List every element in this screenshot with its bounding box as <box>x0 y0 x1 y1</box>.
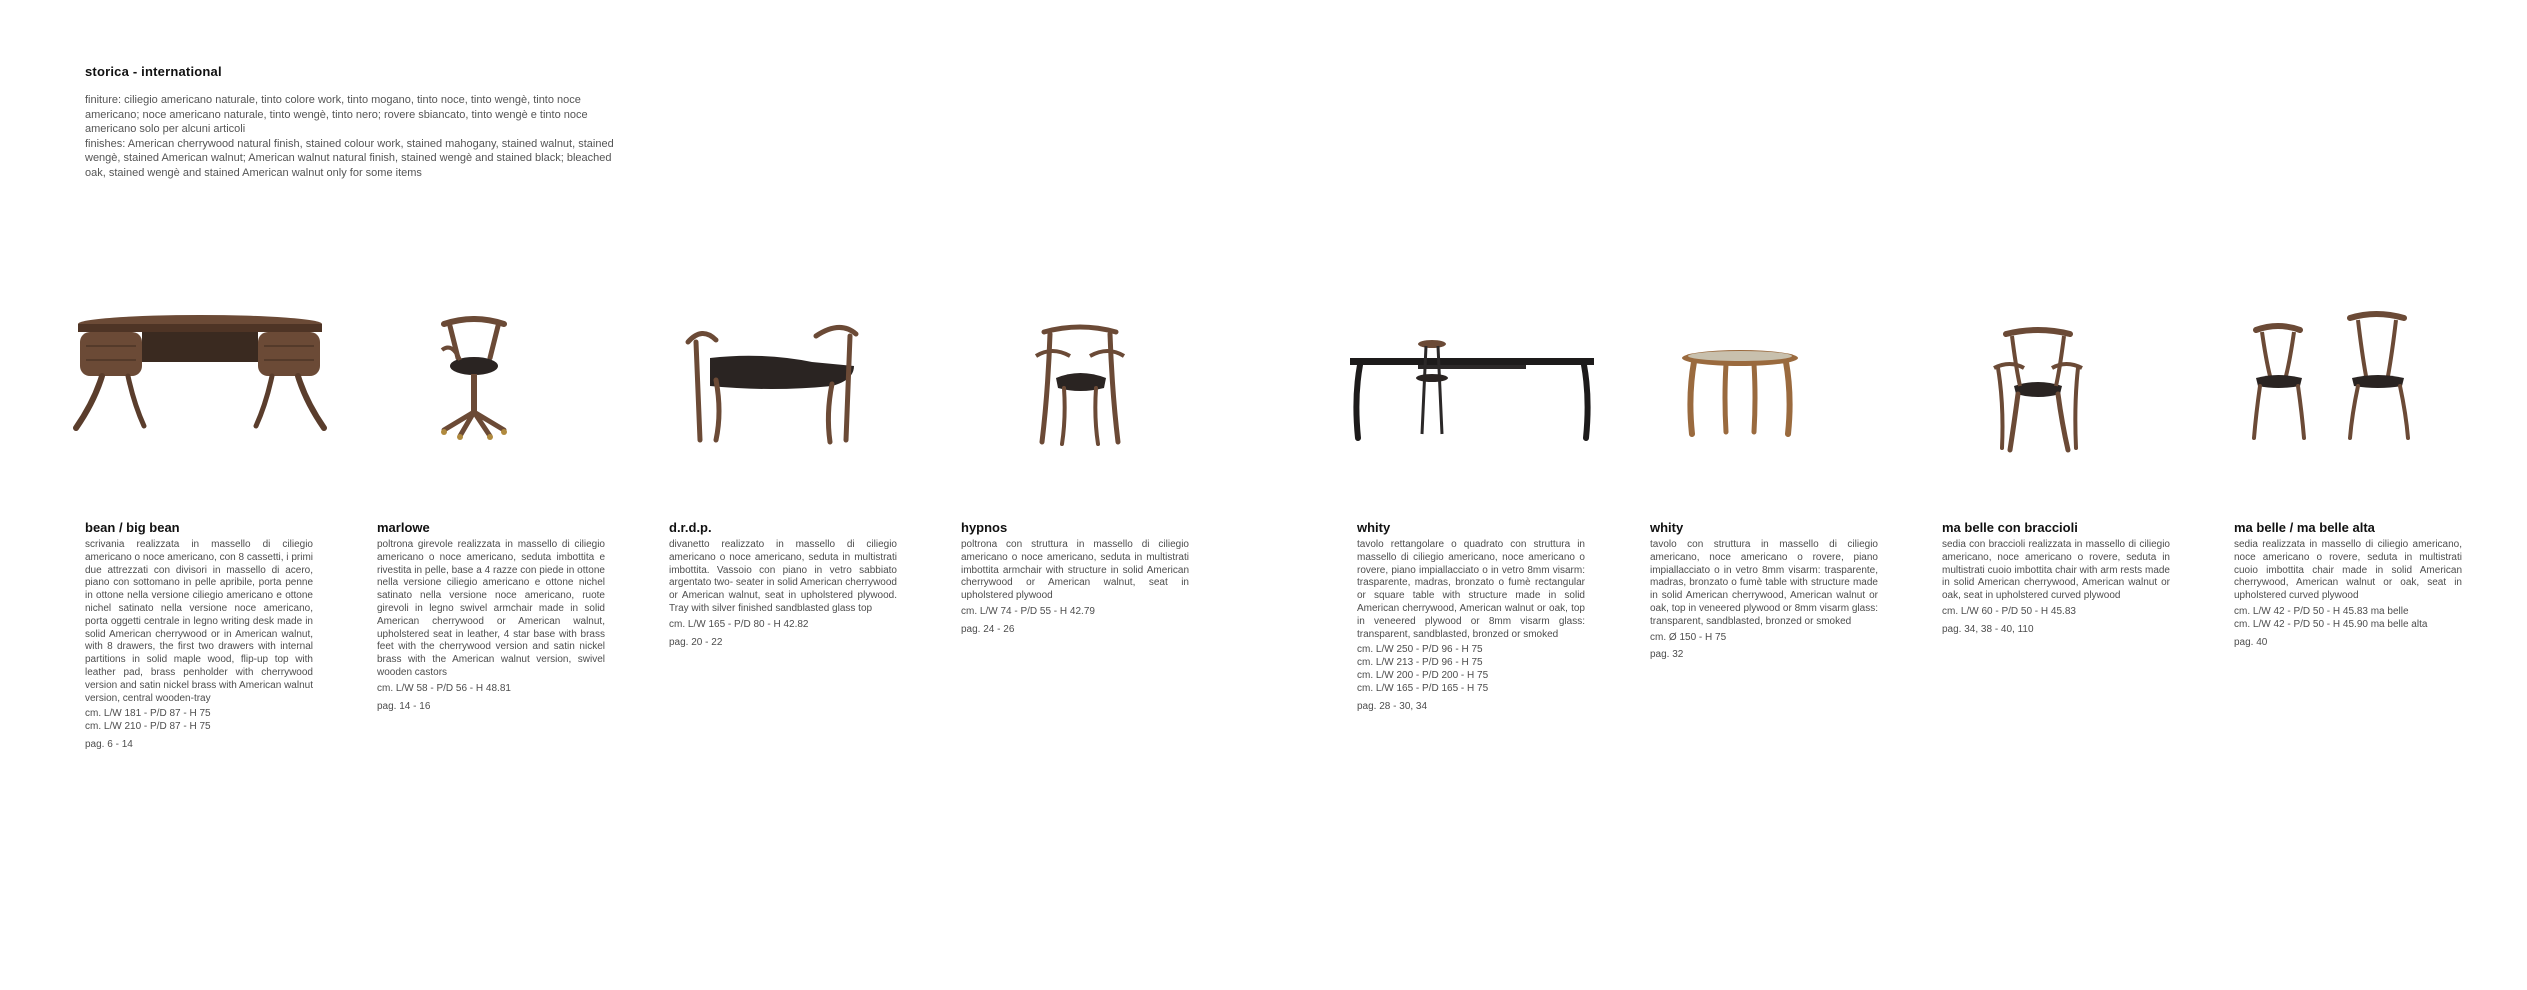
product-ma-belle <box>2234 520 2462 649</box>
product-name: whity <box>1357 520 1391 535</box>
dimension-line: cm. L/W 42 - P/D 50 - H 45.90 ma belle alta <box>2234 618 2428 630</box>
dimension-line: cm. L/W 42 - P/D 50 - H 45.83 ma belle <box>2234 605 2409 617</box>
bean-desk-image <box>72 310 328 440</box>
product-dimensions <box>85 708 313 734</box>
finishes-english: finishes: American cherrywood natural finish, stained colour work, stained mahogany, stained walnut, stained wengè, stained American walnut; American walnut natural finish, stained wengè and stained black; bleached oak, stained wengè and stained American walnut only for some items <box>85 137 614 179</box>
product-dimensions <box>961 606 1189 619</box>
product-dimensions <box>669 619 897 632</box>
product-description: tavolo rettangolare o quadrato con struttura in massello di ciliegio americano, noce americano o rovere, piano impiallacciato o in vetro 8mm visarm: trasparente, madras, bronzato o fumè rectangular or square table with structure made in solid American cherrywood, American walnut or oak, top in veneered plywood or 8mm visarm glass: transparent, sandblasted, bronzed or smoked <box>1357 539 1585 640</box>
dimension-line: cm. L/W 165 - P/D 165 - H 75 <box>1357 682 1489 694</box>
page-reference: pag. 28 - 30, 34 <box>1357 700 1428 712</box>
product-drdp <box>669 520 897 649</box>
page-reference: pag. 40 <box>2234 636 2268 648</box>
dimension-line: cm. L/W 58 - P/D 56 - H 48.81 <box>377 682 511 694</box>
dimension-line: cm. L/W 250 - P/D 96 - H 75 <box>1357 644 1483 656</box>
catalog-header <box>85 64 625 180</box>
page-reference: pag. 32 <box>1650 649 1684 661</box>
product-description: divanetto realizzato in massello di ciliegio americano o noce americano, seduta in multistrati imbottita. Vassoio con piano in vetro sabbiato argentato two- seater in solid American cherrywood or American walnut, seat in upholstered plywood. Tray with silver finished sandblasted glass top <box>669 539 897 614</box>
hypnos-armchair-image <box>1030 322 1130 446</box>
product-bean <box>85 520 313 752</box>
drdp-sofa-image <box>682 322 862 446</box>
finishes-italian: finiture: ciliegio americano naturale, tinto colore work, tinto mogano, tinto noce, tinto wengè, tinto noce americano; noce americano naturale, tinto wengè, tinto nero; rovere sbiancato, tinto wengè e tinto noce americano solo per alcuni articoli <box>85 94 588 135</box>
whity-round-table-image <box>1680 348 1800 438</box>
product-ma-belle-armchair <box>1942 520 2170 637</box>
marlowe-chair-image <box>436 316 512 440</box>
ma-belle-armchair-image <box>1990 324 2086 454</box>
product-description: sedia realizzata in massello di ciliegio americano, noce americano o rovere, seduta in multistrati cuoio imbottita chair made in solid American cherrywood, American walnut or oak, seat in upholstered curved plywood <box>2234 539 2462 602</box>
product-description: poltrona girevole realizzata in massello di ciliegio americano o noce americano, seduta imbottita e rivestita in pelle, base a 4 razze con piede in ottone nella versione ciliegio americano e ottone nichel satinato nella versione noce americano, ruote girevoli in legno swivel armchair made in solid American cherrywood or American walnut, upholstered seat in leather, 4 star base with brass feet with the cherrywood version and satin nickel brass with the American walnut version, swivel wooden castors <box>377 539 605 678</box>
page-reference: pag. 34, 38 - 40, 110 <box>1942 623 2034 635</box>
product-dimensions <box>377 683 605 696</box>
product-name: d.r.d.p. <box>669 520 712 535</box>
dimension-line: cm. Ø 150 - H 75 <box>1650 631 1727 643</box>
collection-title: storica - international <box>85 64 222 79</box>
product-whity-rectangular <box>1357 520 1585 713</box>
product-description: poltrona con struttura in massello di ciliegio americano o noce americano, seduta in multistrati imbottita armchair with structure in solid American cherrywood or American walnut, seat in upholstered plywood <box>961 539 1189 602</box>
dimension-line: cm. L/W 200 - P/D 200 - H 75 <box>1357 669 1489 681</box>
product-hypnos <box>961 520 1189 637</box>
product-description: tavolo con struttura in massello di ciliegio americano, noce americano o rovere, piano impiallacciato o in vetro 8mm visarm: trasparente, madras, bronzato o fumè table with structure made in solid American cherrywood, American walnut or oak, top in veneered plywood or 8mm visarm glass: transparent, sandblasted, bronzed or smoked <box>1650 539 1878 627</box>
product-dimensions <box>2234 606 2462 632</box>
dimension-line: cm. L/W 165 - P/D 80 - H 42.82 <box>669 618 809 630</box>
product-whity-round <box>1650 520 1878 662</box>
product-name: whity <box>1650 520 1684 535</box>
page-reference: pag. 14 - 16 <box>377 700 431 712</box>
dimension-line: cm. L/W 181 - P/D 87 - H 75 <box>85 708 211 720</box>
product-name: hypnos <box>961 520 1008 535</box>
product-name: ma belle con braccioli <box>1942 520 2078 535</box>
product-dimensions <box>1357 644 1585 695</box>
dimension-line: cm. L/W 60 - P/D 50 - H 45.83 <box>1942 605 2076 617</box>
product-name: ma belle / ma belle alta <box>2234 520 2375 535</box>
page-reference: pag. 6 - 14 <box>85 738 133 750</box>
product-dimensions <box>1942 606 2170 619</box>
product-name: bean / big bean <box>85 520 180 535</box>
dimension-line: cm. L/W 213 - P/D 96 - H 75 <box>1357 657 1483 669</box>
product-name: marlowe <box>377 520 430 535</box>
ma-belle-chairs-image <box>2250 310 2430 440</box>
product-description: sedia con braccioli realizzata in massello di ciliegio americano, noce americano o rovere, seduta in multistrati cuoio imbottita chair with arm rests made in solid American cherrywood, American walnut or oak, seat in upholstered curved plywood <box>1942 539 2170 602</box>
page-reference: pag. 24 - 26 <box>961 623 1015 635</box>
dimension-line: cm. L/W 74 - P/D 55 - H 42.79 <box>961 605 1095 617</box>
whity-rectangular-table-image <box>1350 338 1594 442</box>
product-description: scrivania realizzata in massello di ciliegio americano o noce americano, con 8 cassetti, i primi due attrezzati con divisori in massello di acero, piano con sottomano in pelle apribile, porta penne in ottone nella versione ciliegio americano e ottone nichel satinato nella versione noce americano, porta oggetti centrale in legno writing desk made in solid American cherrywood or in American walnut, with 8 drawers, the first two drawers with internal partitions in solid maple wood, flip-up top with leather pad, brass penholder with cherrywood version and satin nickel brass with American walnut version, central wooden-tray <box>85 539 313 704</box>
product-dimensions <box>1650 632 1878 645</box>
product-marlowe <box>377 520 605 713</box>
dimension-line: cm. L/W 210 - P/D 87 - H 75 <box>85 721 211 733</box>
page-reference: pag. 20 - 22 <box>669 636 723 648</box>
